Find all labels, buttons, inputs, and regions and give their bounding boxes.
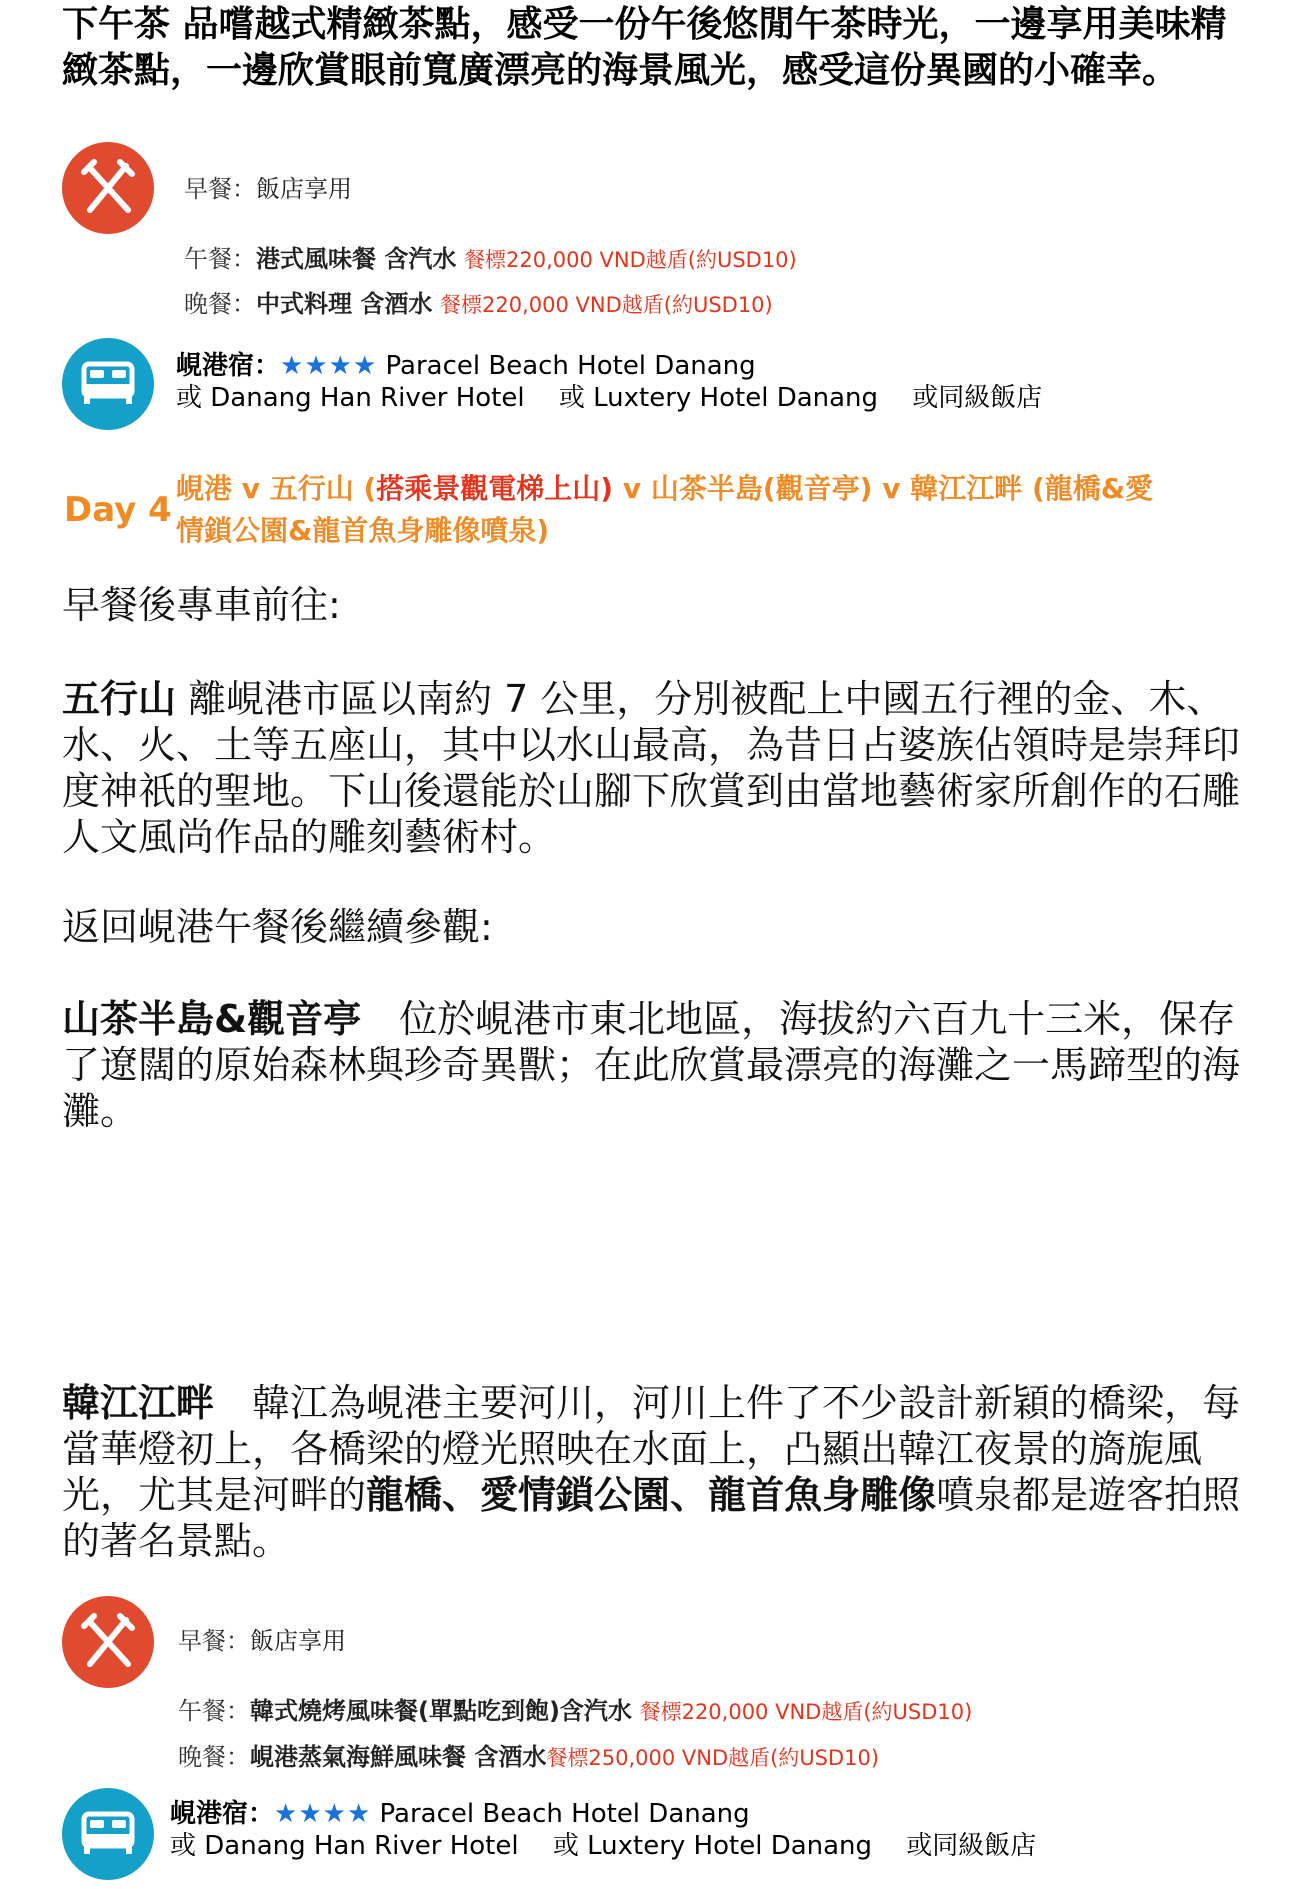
star-rating-icon: ★★★★ — [274, 1799, 372, 1829]
attraction-title: 韓江江畔 — [62, 1381, 215, 1425]
paragraph-peninsula: 山茶半島&觀音亭 位於峴港市東北地區，海拔約六百九十三米，保存了遼闊的原始森林與珍奇異獸；在此欣賞最漂亮的海灘之一馬蹄型的海灘。 — [62, 997, 1241, 1133]
intro-paragraph — [62, 2, 1242, 94]
paragraph-wuxingshan: 五行山 離峴港市區以南約 7 公里，分別被配上中國五行裡的金、木、水、火、土等五座山，其中以水山最高，為昔日占婆族佔領時是崇拜印度神祇的聖地。下山後還能於山腳下欣賞到由當地藝術家所創作的石雕人文風尚作品的雕刻藝術村。 — [62, 677, 1241, 859]
paragraph-depart: 早餐後專車前往: — [62, 583, 341, 627]
meal-lunch-1: 午餐：港式風味餐 含汽水 餐標220,000 VND越盾(約USD10) — [184, 245, 797, 273]
bed-icon — [62, 338, 154, 430]
meal-breakfast-2: 早餐：飯店享用 — [178, 1627, 346, 1655]
paragraph-return: 返回峴港午餐後繼續參觀: — [62, 905, 493, 949]
day-label: Day 4 — [64, 490, 172, 530]
attraction-title: 山茶半島&觀音亭 — [62, 997, 362, 1041]
star-rating-icon: ★★★★ — [280, 351, 378, 381]
bed-icon — [62, 1788, 154, 1880]
meal-lunch-2: 午餐：韓式燒烤風味餐(單點吃到飽)含汽水 餐標220,000 VND越盾(約USD10) — [178, 1697, 973, 1725]
fork-knife-icon — [62, 142, 154, 234]
attraction-title: 五行山 — [62, 677, 177, 721]
intro-text: 品嚐越式精緻茶點，感受一份午後悠閒午茶時光，一邊享用美味精緻茶點，一邊欣賞眼前寬廣漂亮的海景風光，感受這份異國的小確幸。 — [62, 4, 1227, 91]
hotel-line-4: 或 Danang Han River Hotel 或 Luxtery Hotel Danang 或同級飯店 — [170, 1831, 1037, 1861]
hotel-line-2: 或 Danang Han River Hotel 或 Luxtery Hotel Danang 或同級飯店 — [176, 383, 1043, 413]
hotel-line-3: 峴港宿：★★★★ Paracel Beach Hotel Danang — [170, 1799, 750, 1829]
meal-dinner-1: 晚餐：中式料理 含酒水 餐標220,000 VND越盾(約USD10) — [184, 290, 773, 318]
intro-title: 下午茶 — [62, 4, 171, 45]
day-route: 峴港 v 五行山 (搭乘景觀電梯上山) v 山茶半島(觀音亭) v 韓江江畔 (龍橋&愛情鎖公園&龍首魚身雕像噴泉) — [176, 472, 1154, 547]
meal-breakfast-1: 早餐：飯店享用 — [184, 175, 352, 203]
fork-knife-icon — [62, 1596, 154, 1688]
meal-dinner-2: 晚餐：峴港蒸氣海鮮風味餐 含酒水餐標250,000 VND越盾(約USD10) — [178, 1743, 880, 1771]
paragraph-han-river: 韓江江畔 韓江為峴港主要河川，河川上件了不少設計新穎的橋梁，每當華燈初上，各橋梁的燈光照映在水面上，凸顯出韓江夜景的旖旎風光，尤其是河畔的龍橋、愛情鎖公園、龍首魚身雕像噴泉都是遊客拍照的著名景點。 — [62, 1381, 1241, 1563]
hotel-line-1: 峴港宿：★★★★ Paracel Beach Hotel Danang — [176, 351, 756, 381]
